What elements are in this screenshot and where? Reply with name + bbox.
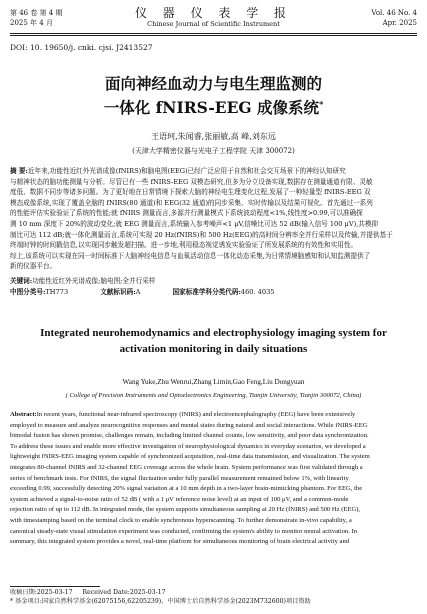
abstract-cn-line: 终端时钟的时间戳信息,以实现同步触发超扫描。进一步地,利用稳态视觉诱发实验验证了所发展系统的有效性和实用性。 <box>10 241 358 250</box>
abstract-en-line: employed to measure and analyze neurocognitive responses and mental states during natural and social interactions. While fNIRS-EEG <box>10 421 368 429</box>
volume-issue-cn: 第 46 卷 第 4 期 <box>10 9 63 17</box>
header-right <box>371 8 417 28</box>
abstract-en-line: series of benchmark tests. For fNIRS, the signal fluctuation under fully parallel measurement remained below 1%, with linearity <box>10 474 349 482</box>
fund-footnote-mark: * <box>319 99 324 109</box>
title-cn-line-2: 一体化 fNIRS-EEG 成像系统* <box>103 98 324 118</box>
abstract-cn-line: 度低、数据不同步等诸多问题。为了更好地在日常情境下探索大脑的神经电生理变化过程,发展了一种轻量型 fNIRS-EEG 双 <box>10 188 371 197</box>
affiliation-cn: (天津大学精密仪器与光电子工程学院 天津 300072) <box>132 147 295 155</box>
abstract-en-line: To address these issues and enable more effective investigation of neurophysiological dynamics in everyday scenarios, we developed a <box>10 442 366 450</box>
abstract-en-line: bimodal fusion has shown promise, challenges remain, including limited channel counts, low sensitivity, and poor data synchronization. <box>10 432 369 440</box>
received-date: 收稿日期:2025-03-17 Received Date:2025-03-17 <box>10 589 166 596</box>
clc-number: TH773 <box>45 288 69 296</box>
authors-cn: 王语珂,朱闻睿,张丽敏,高 峰,刘东远 <box>151 132 276 141</box>
abstract-en-line: Abstract:In recent years, functional near-infrared spectroscopy (fNIRS) and electroencephalography (EEG) have been extensively <box>10 411 356 418</box>
abstract-en-label: Abstract: <box>10 411 37 418</box>
keywords-cn <box>10 276 417 286</box>
affiliation-en: ( College of Precision Instruments and Optoelectronics Engineering, Tianjin University, Tianjin 300072, China) <box>65 392 362 399</box>
date-cn: 2025 年 4 月 <box>10 19 53 27</box>
abstract-en-line: canonical steady-state visual stimulation experiment was conducted, confirming the system's ability to monitor neural activation. In <box>10 527 358 535</box>
volume-issue-en: Vol. 46 No. 4 <box>371 9 417 17</box>
abstract-en-line: system achieved a signal-to-noise ratio of 52 dB ( with a 1 μV reference noise level) at an input of 100 μV, and a common-mode <box>10 495 349 503</box>
abstract-cn-line: 的性能评估实验验证了系统的性能;就 fNIRS 测量而言,多源并行测量模式下系统波动程度<1%,线性度>0.99,可以准确探 <box>10 209 363 218</box>
abstract-cn-label: 摘 要: <box>10 167 28 175</box>
footnote <box>10 588 417 606</box>
abstract-en <box>10 410 417 548</box>
abstract-cn-line: 测 10 mm 深度下 20%的波动变化;就 EEG 测量而言,系统输入参考噪声<1 μV,信噪比可达 52 dB(输入信号 100 μV),共模抑 <box>10 219 379 228</box>
title-en-line-2: activation monitoring in daily situations <box>119 343 308 355</box>
abstract-en-line: rejection ratio of up to 112 dB. In integrated mode, the system supports simultaneous sampling at 20 Hz (fNIRS) and 500 Hz (EEG), <box>10 506 361 514</box>
header-rule-double <box>10 35 417 36</box>
abstract-en-line: exceeding 0.99, successfully detecting 20% signal variation at a 10 mm depth in a two-layer brain-mimicking phantom. For EEG, the <box>10 485 363 493</box>
abstract-cn-line: 摘 要:近年来,功能性近红外光谱成像(fNIRS)和脑电图(EEG)已经广泛应用于自然和社会交互场景下的神经认知研究 <box>10 167 346 175</box>
doi[interactable]: DOI: 10. 19650/j. cnki. cjsi. J2413527 <box>10 43 153 52</box>
keywords-cn-label: 关键词: <box>10 277 33 285</box>
journal-header <box>10 6 417 32</box>
classification-cn: 中图分类号:TH773 文献标识码:A 国家标准学科分类代码:460. 4035 <box>10 288 275 296</box>
abstract-en-line: summary, this integrated system provides a novel, real-time platform for simultaneous monitoring of brain electrical activity and <box>10 538 350 546</box>
header-rule <box>10 33 417 34</box>
title-en <box>0 325 427 357</box>
abstract-cn-line: 新的仪器平台。 <box>10 262 57 271</box>
subject-code: 460. 4035 <box>240 288 275 296</box>
abstract-cn <box>10 166 417 272</box>
abstract-cn-line: 综上,该系统可以实现在同一时间标准下大脑神经电信息与血氧活动信息一体化动态采集,为日常情境脑感知和认知监测提供了 <box>10 251 371 260</box>
abstract-cn-line: 制比可达 112 dB;就一体化测量而言,系统可实现 20 Hz(fNIRS)和 500 Hz(EEG)的高时间分辨率全并行采样以及传输,并提供基于 <box>10 230 393 239</box>
title-en-line-1: Integrated neurohemodynamics and electrophysiology imaging system for <box>40 327 387 339</box>
title-cn-line-1: 面向神经血动力与电生理监测的 <box>104 74 322 93</box>
abstract-en-line: integrates 80-channel fNIRS and 32-channel EEG coverage across the whole brain. System performance was first validated through a <box>10 463 363 471</box>
footnote-rule <box>10 586 100 587</box>
journal-name-en: Chinese Journal of Scientific Instrument <box>147 20 280 28</box>
abstract-cn-line: 与精神状态的脑功能测量与分析。尽管已有一些 fNIRS-EEG 双模态研究,但多为分立设备实现,数据存在测量通道有限、灵敏 <box>10 177 373 186</box>
journal-name-cn: 仪 器 仪 表 学 报 <box>134 6 293 20</box>
document-code: A <box>135 288 141 296</box>
abstract-en-line: lightweight fNIRS-EEG imaging system capable of synchronized acquisition, real-time data transmission, and visualization. The system <box>10 453 370 461</box>
authors-en: Wang Yuke,Zhu Wenrui,Zhang Limin,Gao Feng,Liu Dongyuan <box>122 378 305 386</box>
header-center <box>10 6 417 29</box>
title-cn <box>0 73 427 118</box>
date-en: Apr. 2025 <box>382 19 417 27</box>
fund-note: * 基金项目:国家自然科学基金(62075156,62205239)、中国博士后自然科学基金(2023M732600)项目资助 <box>10 598 311 605</box>
abstract-en-line: with timestamping based on the terminal clock to enable synchronous hyperscanning. To further demonstrate in-vivo capability, a <box>10 516 352 524</box>
abstract-cn-line: 模态成像系统,实现了覆盖全脑的 fNIRS(80 通道)和 EEG(32 通道)的同步采集、实时传输以及结果可视化。首先通过一系列 <box>10 198 373 207</box>
keywords-cn-text: 功能性近红外光谱成像;脑电图;全并行采样 <box>32 277 156 285</box>
